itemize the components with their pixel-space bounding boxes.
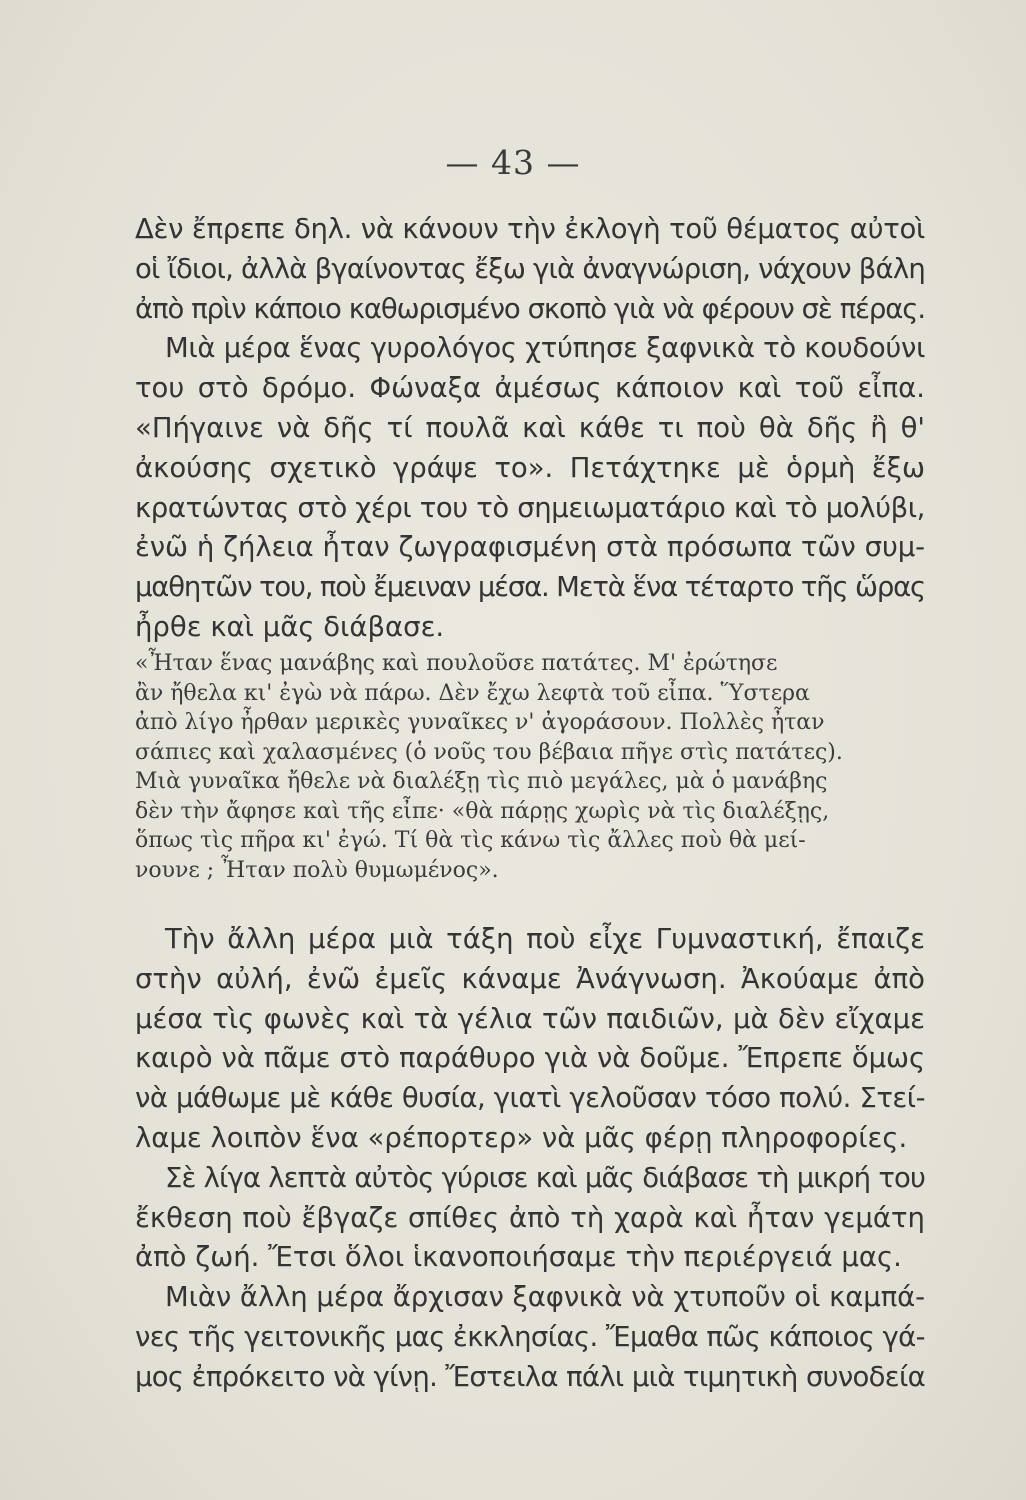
paragraph-1	[135, 210, 925, 329]
text-line: μαθητῶν του, ποὺ ἔμειναν μέσα. Μετὰ ἕνα τέταρτο τῆς ὥρας	[135, 571, 925, 604]
text-line: μος ἐπρόκειτο νὰ γίνῃ. Ἔστειλα πάλι μιὰ τιμητικὴ συνοδεία	[135, 1360, 925, 1393]
text-line: Σὲ λίγα λεπτὰ αὐτὸς γύρισε καὶ μᾶς διάβασε τὴ μικρή του	[165, 1161, 925, 1194]
text-line: οἱ ἴδιοι, ἀλλὰ βγαίνοντας ἔξω γιὰ ἀναγνώριση, νάχουν βάλη	[135, 252, 925, 285]
text-line: ἦρθε καὶ μᾶς διάβασε.	[135, 610, 445, 643]
quote-line: ἂν ἤθελα κι' ἐγὼ νὰ πάρω. Δὲν ἔχω λεφτὰ τοῦ εἶπα. Ὕστερα	[135, 680, 810, 706]
text-line: στὴν αὐλή, ἐνῶ ἐμεῖς κάναμε Ἀνάγνωση. Ἀκούαμε ἀπὸ	[135, 962, 925, 995]
quote-line: Μιὰ γυναῖκα ἤθελε νὰ διαλέξῃ τὶς πιὸ μεγάλες, μὰ ὁ μανάβης	[135, 769, 828, 794]
page-number: — 43 —	[445, 143, 581, 182]
text-line: μέσα τὶς φωνὲς καὶ τὰ γέλια τῶν παιδιῶν, μὰ δὲν εἴχαμε	[135, 1002, 925, 1035]
quote-line: νουνε ; Ἦταν πολὺ θυμωμένος».	[135, 857, 499, 883]
handwritten-text-top	[135, 210, 925, 648]
quote-line: ὅπως τὶς πῆρα κι' ἐγώ. Τί θὰ τὶς κάνω τὶς ἄλλες ποὺ θὰ μεί-	[135, 828, 806, 853]
quote-line: «Ἦταν ἕνας μανάβης καὶ πουλοῦσε πατάτες. Μ' ἐρώτησε	[135, 651, 778, 676]
paragraph-2	[135, 329, 925, 647]
quote-line: ἀπὸ λίγο ἦρθαν μερικὲς γυναῖκες ν' ἀγοράσουν. Πολλὲς ἦταν	[135, 710, 825, 735]
text-line: νες τῆς γειτονικῆς μας ἐκκλησίας. Ἔμαθα πῶς κάποιος γά-	[135, 1320, 925, 1353]
paragraph-3	[135, 920, 925, 1159]
text-line: ἀπὸ ζωή. Ἔτσι ὅλοι ἱκανοποιήσαμε τὴν περιέργειά μας.	[135, 1241, 902, 1274]
text-line: του στὸ δρόμο. Φώναξα ἀμέσως κάποιον καὶ τοῦ εἶπα.	[135, 372, 925, 405]
text-line: «Πήγαινε νὰ δῆς τί πουλᾶ καὶ κάθε τι ποὺ θὰ δῆς ἢ θ'	[135, 411, 925, 444]
printed-quote	[135, 649, 925, 885]
text-line: ἐνῶ ἡ ζήλεια ἦταν ζωγραφισμένη στὰ πρόσωπα τῶν συμ-	[135, 531, 925, 564]
text-line: Μιὰ μέρα ἕνας γυρολόγος χτύπησε ξαφνικὰ τὸ κουδούνι	[165, 332, 926, 365]
text-line: ἀκούσης σχετικὸ γράψε το». Πετάχτηκε μὲ ὁρμὴ ἔξω	[135, 451, 925, 484]
paragraph-4	[135, 1159, 925, 1278]
text-line: Τὴν ἄλλη μέρα μιὰ τάξη ποὺ εἶχε Γυμναστική, ἔπαιζε	[165, 923, 925, 955]
text-line: λαμε λοιπὸν ἕνα «ρέπορτερ» νὰ μᾶς φέρῃ πληροφορίες.	[135, 1121, 908, 1154]
quote-line: δὲν τὴν ἄφησε καὶ τῆς εἶπε· «θὰ πάρῃς χωρὶς νὰ τὶς διαλέξῃς,	[135, 798, 830, 824]
text-line: ἔκθεση ποὺ ἔβγαζε σπίθες ἀπὸ τὴ χαρὰ καὶ ἦταν γεμάτη	[135, 1201, 925, 1234]
text-line: ἀπὸ πρὶν κάποιο καθωρισμένο σκοπὸ γιὰ νὰ φέρουν σὲ πέρας.	[135, 292, 925, 325]
quote-line: σάπιες καὶ χαλασμένες (ὁ νοῦς του βέβαια πῆγε στὶς πατάτες).	[135, 739, 843, 765]
text-line: καιρὸ νὰ πᾶμε στὸ παράθυρο γιὰ νὰ δοῦμε. Ἔπρεπε ὅμως	[135, 1042, 925, 1075]
paragraph-5	[135, 1278, 925, 1397]
handwritten-text-bottom	[135, 920, 925, 1398]
text-line: Δὲν ἔπρεπε δηλ. νὰ κάνουν τὴν ἐκλογὴ τοῦ θέματος αὐτοὶ	[135, 213, 925, 245]
text-line: κρατώντας στὸ χέρι του τὸ σημειωματάριο καὶ τὸ μολύβι,	[135, 491, 925, 524]
text-line: Μιὰν ἄλλη μέρα ἄρχισαν ξαφνικὰ νὰ χτυποῦν οἱ καμπά-	[165, 1281, 925, 1314]
text-line: νὰ μάθωμε μὲ κάθε θυσία, γιατὶ γελοῦσαν τόσο πολύ. Στεί-	[135, 1082, 925, 1115]
